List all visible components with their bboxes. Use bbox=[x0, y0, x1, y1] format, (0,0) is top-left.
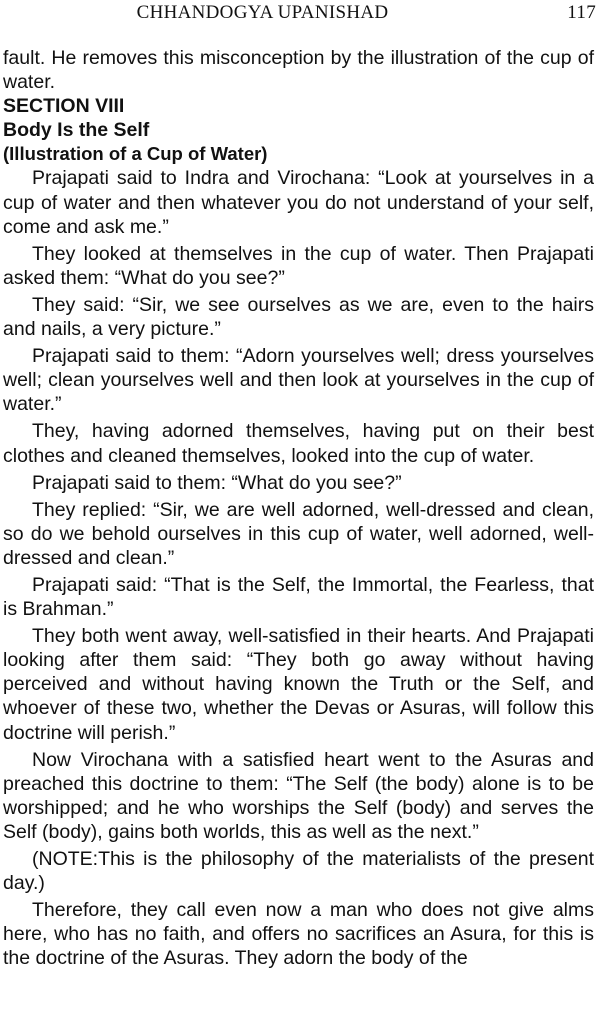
body-text bbox=[3, 46, 594, 970]
paragraph: They looked at themselves in the cup of water. Then Prajapati asked them: “What do you see?” bbox=[3, 242, 594, 289]
book-title: CHHANDOGYA UPANISHAD bbox=[136, 2, 389, 23]
paragraph: Prajapati said to them: “What do you see?” bbox=[32, 471, 402, 494]
note-paragraph: (NOTE:This is the philosophy of the materialists of the present day.) bbox=[3, 848, 594, 895]
paragraph: Therefore, they call even now a man who does not give alms here, who has no faith, and offers no sacrifices an Asura, for this is the doctrine of the Asuras. They adorn the body of the bbox=[3, 899, 594, 970]
section-number: SECTION VIII bbox=[3, 95, 125, 118]
paragraph: They replied: “Sir, we are well adorned, well-dressed and clean, so do we behold ourselves in this cup of water, well adorned, well-dressed and clean.” bbox=[3, 498, 594, 569]
section-subtitle: (Illustration of a Cup of Water) bbox=[3, 143, 268, 165]
paragraph: Prajapati said: “That is the Self, the Immortal, the Fearless, that is Brahman.” bbox=[3, 573, 594, 621]
paragraph: Now Virochana with a satisfied heart went to the Asuras and preached this doctrine to them: “The Self (the body) alone is to be worshipped; and he who worships the Self (body) and serves the Self (body), gains both worlds, this as well as the next.” bbox=[3, 748, 594, 843]
paragraph: They said: “Sir, we see ourselves as we are, even to the hairs and nails, a very picture.” bbox=[3, 293, 594, 341]
running-header bbox=[0, 2, 600, 30]
opening-paragraph: fault. He removes this misconception by the illustration of the cup of water. bbox=[3, 47, 594, 94]
paragraph: Prajapati said to Indra and Virochana: “Look at yourselves in a cup of water and then whatever you do not understand of your self, come and ask me.” bbox=[3, 167, 594, 238]
paragraph: They both went away, well-satisfied in their hearts. And Prajapati looking after them said: “They both go away without having perceived and without having known the Truth or the Self, and whoever of these two, whether the Devas or Asuras, will follow this doctrine will perish.” bbox=[3, 625, 594, 744]
paragraph: They, having adorned themselves, having put on their best clothes and cleaned themselves, looked into the cup of water. bbox=[3, 420, 594, 467]
page-number: 117 bbox=[567, 2, 596, 23]
paragraph: Prajapati said to them: “Adorn yourselves well; dress yourselves well; clean yourselves well and then look at yourselves in the cup of water.” bbox=[3, 345, 594, 416]
section-title: Body Is the Self bbox=[3, 119, 150, 142]
